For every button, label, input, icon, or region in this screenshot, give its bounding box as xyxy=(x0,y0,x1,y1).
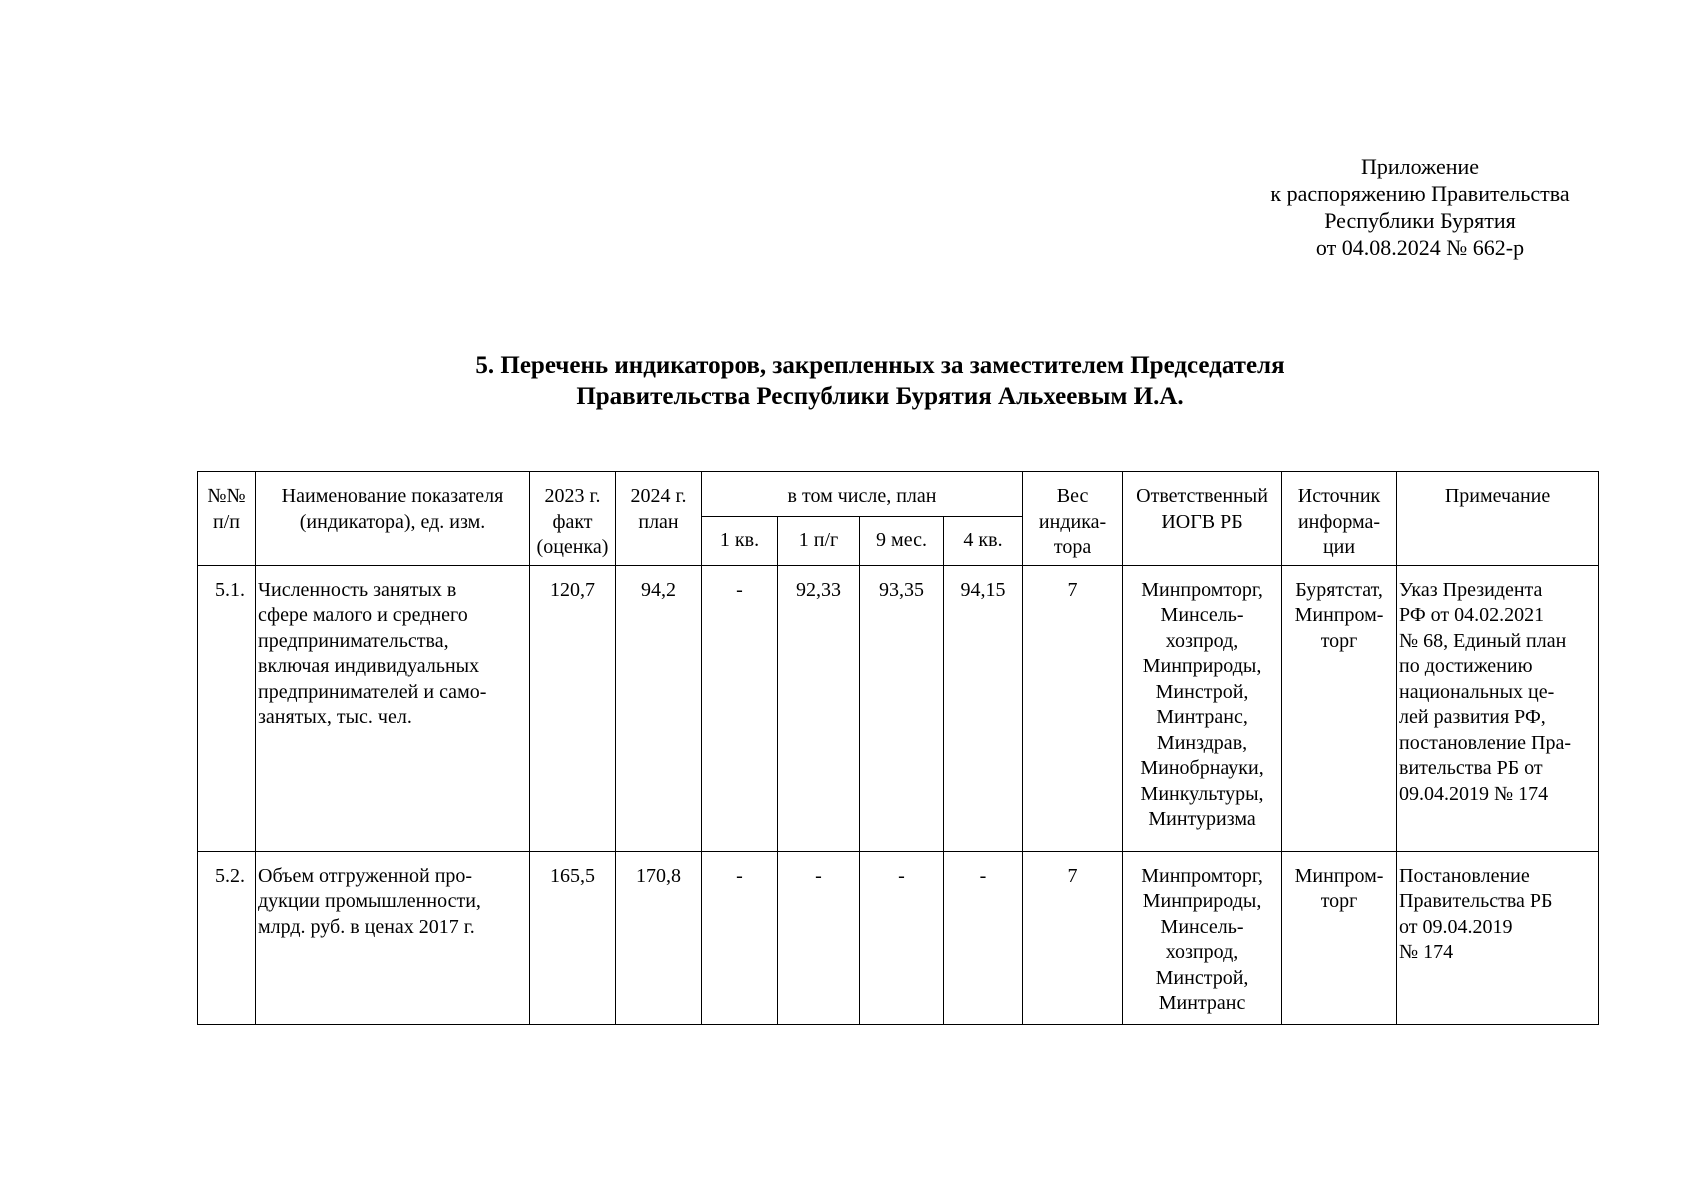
header-num: №№ п/п xyxy=(198,472,256,566)
cell-fact-2023: 165,5 xyxy=(530,851,616,1024)
cell-plan-2024: 94,2 xyxy=(616,565,702,851)
document-title xyxy=(150,350,1610,412)
cell-h1: - xyxy=(778,851,860,1024)
header-9-months: 9 мес. xyxy=(860,516,944,565)
attachment-line: от 04.08.2024 № 662-р xyxy=(1315,235,1525,260)
cell-plan-2024: 170,8 xyxy=(616,851,702,1024)
header-q1: 1 кв. xyxy=(702,516,778,565)
cell-note: Указ Президента РФ от 04.02.2021 № 68, Единый план по достижению национальных це- лей развития РФ, постановление Пра- вительства РБ от 09.04.2019 № 174 xyxy=(1397,565,1599,851)
header-q4: 4 кв. xyxy=(944,516,1023,565)
indicators-table xyxy=(197,471,1599,1025)
cell-num: 5.1. xyxy=(198,565,256,851)
cell-responsible: Минпромторг, Минсель- хозпрод, Минприроды, Минстрой, Минтранс, Минздрав, Минобрнауки, Минкультуры, Минтуризма xyxy=(1123,565,1282,851)
cell-responsible: Минпромторг, Минприроды, Минсель- хозпрод, Минстрой, Минтранс xyxy=(1123,851,1282,1024)
cell-q1: - xyxy=(702,851,778,1024)
cell-q4: 94,15 xyxy=(944,565,1023,851)
attachment-line: к распоряжению Правительства xyxy=(1270,181,1570,206)
cell-fact-2023: 120,7 xyxy=(530,565,616,851)
header-responsible: Ответственный ИОГВ РБ xyxy=(1123,472,1282,566)
title-line: 5. Перечень индикаторов, закрепленных за заместителем Председателя xyxy=(475,352,1285,379)
cell-num: 5.2. xyxy=(198,851,256,1024)
cell-weight: 7 xyxy=(1023,851,1123,1024)
cell-h1: 92,33 xyxy=(778,565,860,851)
header-note: Примечание xyxy=(1397,472,1599,566)
title-line: Правительства Республики Бурятия Альхеевым И.А. xyxy=(576,383,1184,410)
cell-note: Постановление Правительства РБ от 09.04.2019 № 174 xyxy=(1397,851,1599,1024)
header-including-plan: в том числе, план xyxy=(702,472,1023,517)
cell-q4: - xyxy=(944,851,1023,1024)
cell-source: Минпром- торг xyxy=(1282,851,1397,1024)
header-plan-2024: 2024 г. план xyxy=(616,472,702,566)
attachment-line: Республики Бурятия xyxy=(1324,208,1516,233)
cell-weight: 7 xyxy=(1023,565,1123,851)
header-h1: 1 п/г xyxy=(778,516,860,565)
table-row xyxy=(198,565,1599,851)
header-weight: Вес индика- тора xyxy=(1023,472,1123,566)
header-fact-2023: 2023 г. факт (оценка) xyxy=(530,472,616,566)
cell-q1: - xyxy=(702,565,778,851)
cell-9-months: 93,35 xyxy=(860,565,944,851)
cell-source: Бурятстат, Минпром- торг xyxy=(1282,565,1397,851)
header-name: Наименование показателя (индикатора), ед. изм. xyxy=(256,472,530,566)
attachment-line: Приложение xyxy=(1360,154,1480,179)
cell-9-months: - xyxy=(860,851,944,1024)
cell-name: Численность занятых в сфере малого и среднего предпринимательства, включая индивидуальных предпринимателей и само- занятых, тыс. чел. xyxy=(256,565,530,851)
table-row xyxy=(198,851,1599,1024)
cell-name: Объем отгруженной про- дукции промышленности, млрд. руб. в ценах 2017 г. xyxy=(256,851,530,1024)
attachment-block xyxy=(1240,153,1600,261)
header-row xyxy=(198,472,1599,517)
header-source: Источник информа- ции xyxy=(1282,472,1397,566)
